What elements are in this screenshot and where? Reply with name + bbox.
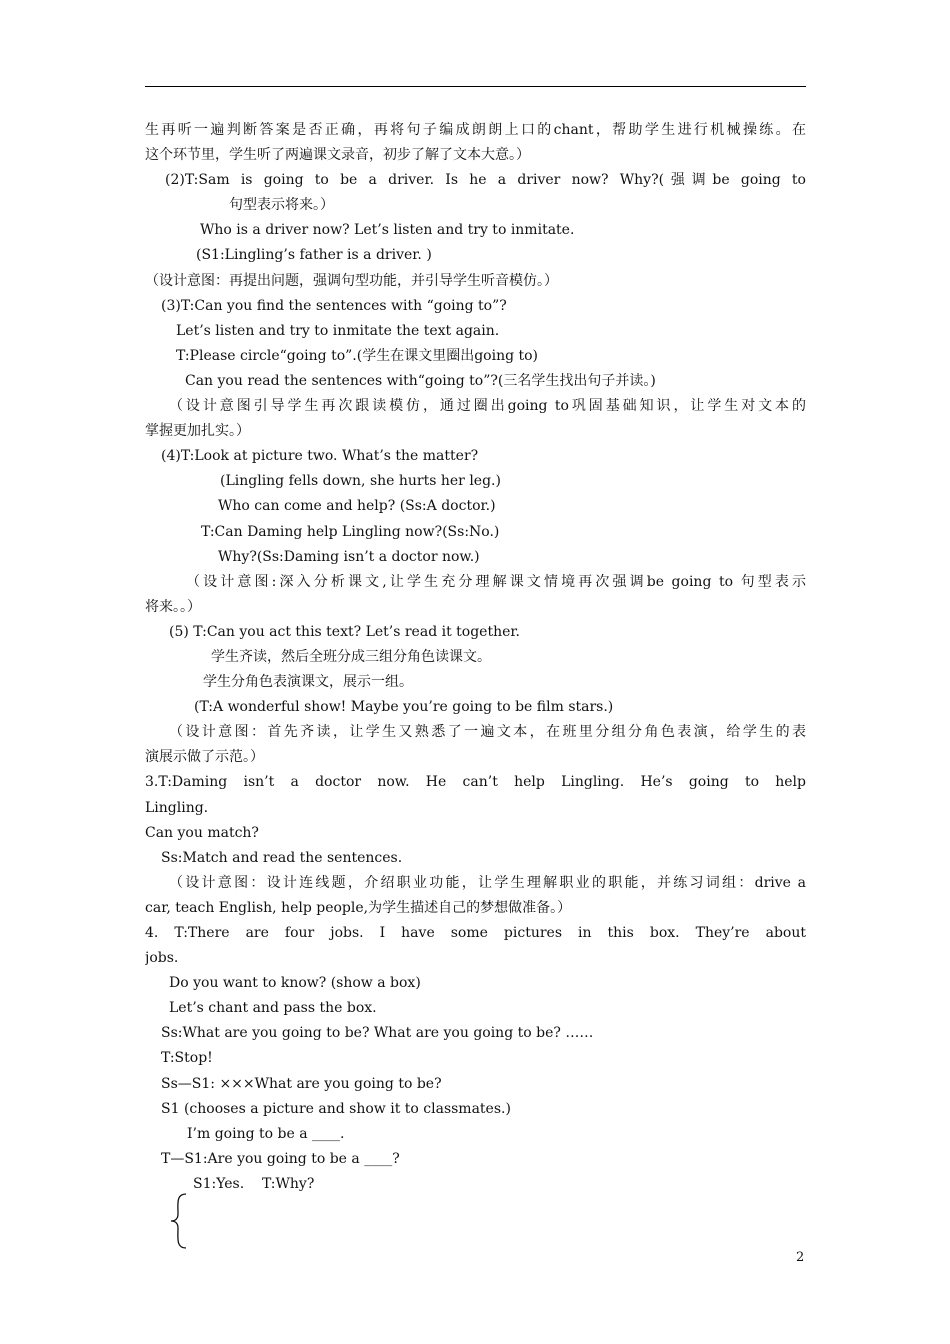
text-line: 这个环节里，学生听了两遍课文录音，初步了解了文本大意。） [145,147,530,164]
text-line: Let’s chant and pass the box. [169,1000,377,1017]
text-line: Who can come and help? (Ss:A doctor.) [218,498,496,515]
text-line: 句型表示将来。） [229,197,334,214]
text-line: (5) T:Can you act this text? Let’s read it together. [169,623,520,640]
text-line: Ss—S1: ×××What are you going to be? [161,1075,442,1092]
text-line: （设计意图：首先齐读，让学生又熟悉了一遍文本，在班里分组分角色表演，给学生的表 [169,724,806,741]
text-line: Do you want to know? (show a box) [169,975,421,992]
text-line: (4)T:Look at picture two. What’s the matter? [161,448,479,465]
text-line: Ss:Match and read the sentences. [161,849,403,866]
text-line: (3)T:Can you find the sentences with “going to”? [161,297,507,314]
header-rule [145,86,806,87]
text-line: Can you match? [145,824,259,841]
text-line: Ss:What are you going to be? What are you going to be? …… [161,1025,594,1042]
text-line: T—S1:Are you going to be a ____? [161,1150,400,1167]
text-line: （设计意图：设计连线题，介绍职业功能，让学生理解职业的职能，并练习词组：drive a [169,874,806,891]
text-line: 3.T:Daming isn’t a doctor now. He can’t help Lingling. He’s going to help [145,774,806,791]
text-line: Can you read the sentences with“going to”?(三名学生找出句子并读。) [185,372,656,389]
text-line: S1 (chooses a picture and show it to classmates.) [161,1100,511,1117]
text-line: 演展示做了示范。） [145,749,264,766]
text-line: (S1:Lingling’s father is a driver. ) [196,247,432,264]
text-line: 学生分角色表演课文，展示一组。 [203,674,413,691]
text-line: Lingling. [145,799,209,816]
text-line: I’m going to be a ____. [187,1125,345,1142]
text-line: 4. T:There are four jobs. I have some pictures in this box. They’re about [145,925,806,941]
left-brace-icon [168,1192,190,1250]
text-line: car, teach English, help people,为学生描述自己的梦想做准备。） [145,899,572,916]
page-number: 2 [796,1250,805,1265]
text-line: S1:Yes. T:Why? [193,1175,315,1192]
text-line: T:Stop! [161,1050,213,1067]
text-line: (2)T:Sam is going to be a driver. Is he a driver now? Why?(强调be going to [165,172,806,189]
text-line: （设计意图引导学生再次跟读模仿，通过圈出going to巩固基础知识，让学生对文本的 [169,398,806,415]
text-line: T:Can Daming help Lingling now?(Ss:No.) [201,523,500,540]
text-line: Let’s listen and try to inmitate the text again. [176,322,500,339]
text-line: 生再听一遍判断答案是否正确，再将句子编成朗朗上口的chant，帮助学生进行机械操练。在 [145,122,806,138]
document-body [145,118,806,1197]
text-line: T:Please circle“going to”.(学生在课文里圈出going to) [176,347,539,364]
text-line: 将来。。） [145,598,201,615]
text-line: （设计意图：再提出问题，强调句型功能，并引导学生听音模仿。） [145,272,558,289]
text-line: (T:A wonderful show! Maybe you’re going to be film stars.) [194,699,614,716]
text-line: (Lingling fells down, she hurts her leg.) [220,473,501,490]
text-line: 掌握更加扎实。） [145,423,250,440]
text-line: Why?(Ss:Daming isn’t a doctor now.) [218,548,480,565]
text-line: 学生齐读，然后全班分成三组分角色读课文。 [211,648,491,665]
text-line: Who is a driver now? Let’s listen and try to inmitate. [200,222,575,239]
text-line: jobs. [145,950,179,967]
text-line: （设计意图:深入分析课文,让学生充分理解课文情境再次强调be going to 句型表示 [186,573,806,590]
